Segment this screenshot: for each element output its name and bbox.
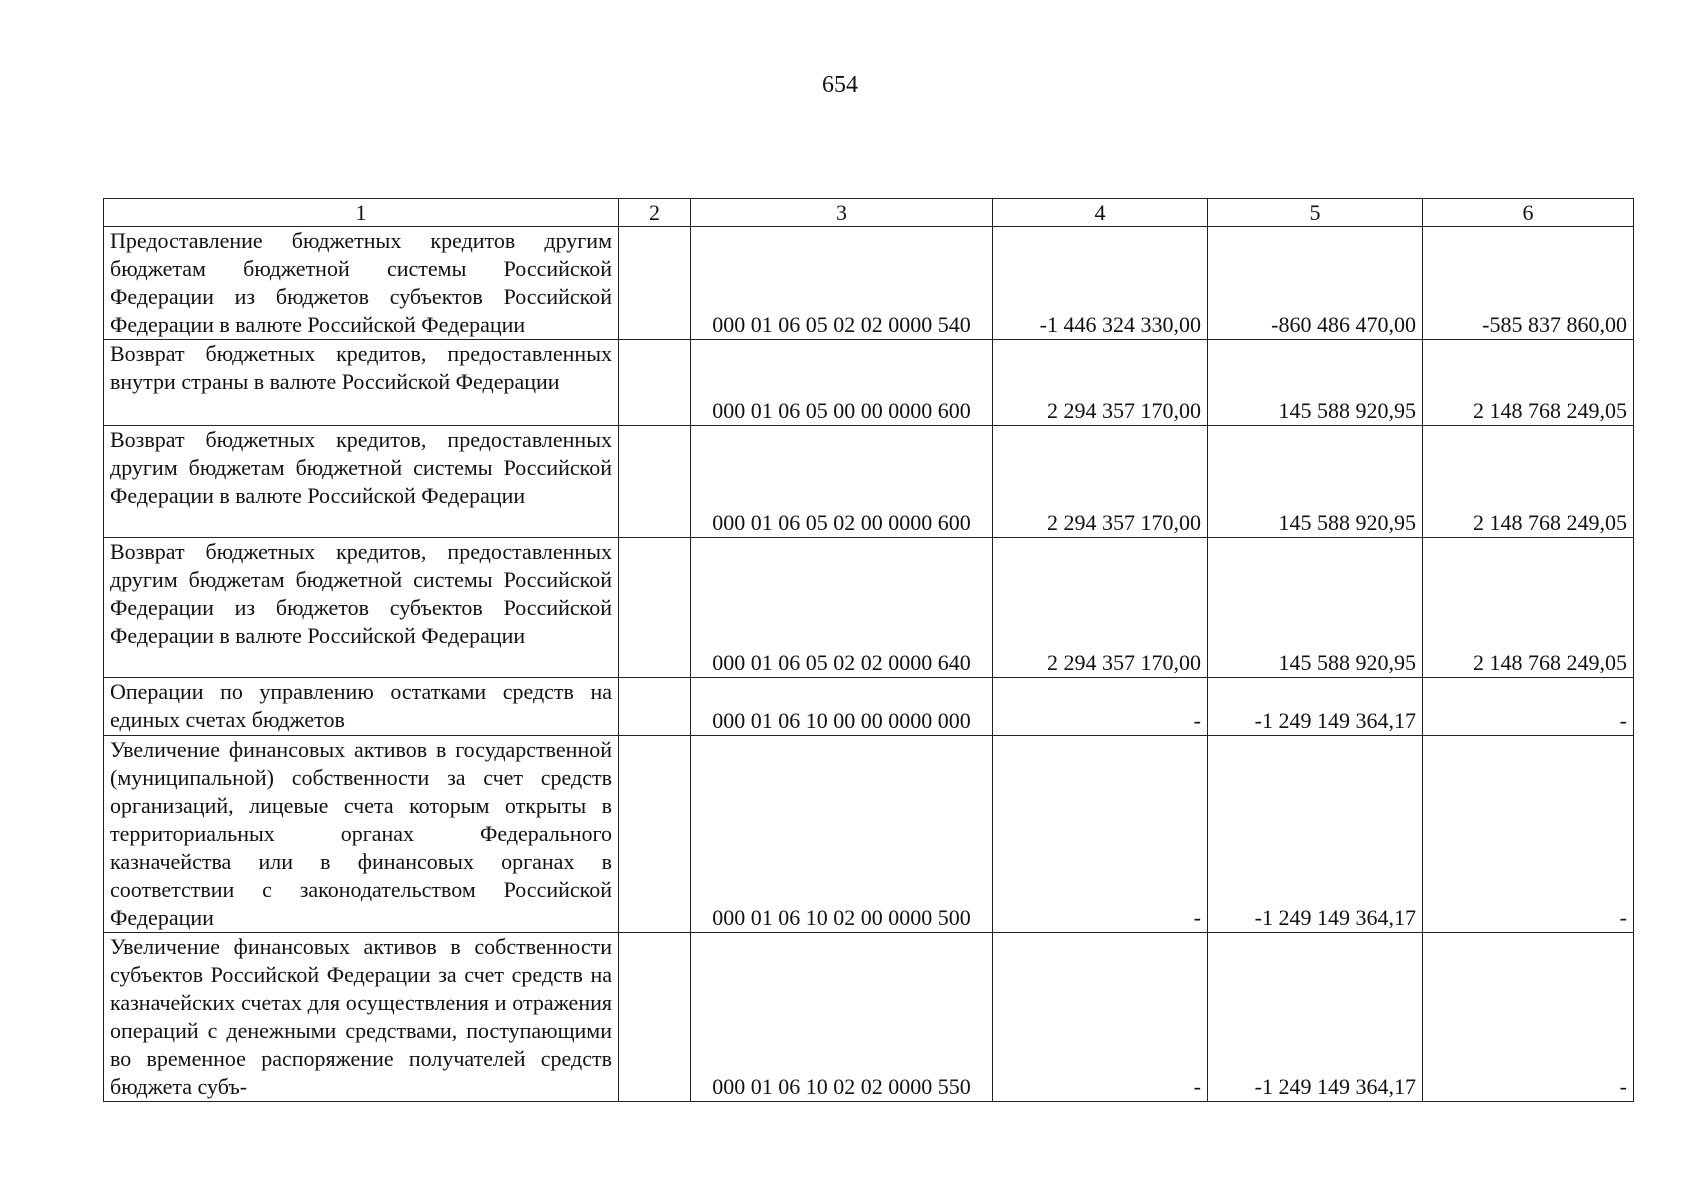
row-col2 <box>619 933 691 1102</box>
row-code: 000 01 06 05 02 02 0000 640 <box>691 538 993 678</box>
row-description: Увеличение финансовых активов в государственной (муниципальной) собственности за счет средств организаций, лицевые счета которым открыты в территориальных органах Федерального казначейства или в финансовых органах в соответствии с законодательством Российской Федерации <box>104 736 619 933</box>
budget-sources-table <box>103 198 1634 1102</box>
row-description: Возврат бюджетных кредитов, предоставленных другим бюджетам бюджетной системы Российской Федерации в валюте Российской Федерации <box>104 426 619 538</box>
row-col5-value: 145 588 920,95 <box>1208 340 1423 426</box>
header-col-3: 3 <box>691 199 993 227</box>
header-col-6: 6 <box>1423 199 1634 227</box>
page-number: 654 <box>822 72 858 98</box>
table-row <box>104 933 1634 1102</box>
row-col5-value: 145 588 920,95 <box>1208 538 1423 678</box>
table-row <box>104 538 1634 678</box>
row-col4-value: - <box>993 678 1208 736</box>
row-col4-value: 2 294 357 170,00 <box>993 426 1208 538</box>
row-col6-value: 2 148 768 249,05 <box>1423 426 1634 538</box>
row-description: Возврат бюджетных кредитов, предоставленных внутри страны в валюте Российской Федерации <box>104 340 619 426</box>
header-col-5: 5 <box>1208 199 1423 227</box>
row-code: 000 01 06 05 00 00 0000 600 <box>691 340 993 426</box>
row-col6-value: - <box>1423 736 1634 933</box>
row-col2 <box>619 736 691 933</box>
row-col6-value: - <box>1423 678 1634 736</box>
row-code: 000 01 06 10 02 00 0000 500 <box>691 736 993 933</box>
table-row <box>104 678 1634 736</box>
header-col-2: 2 <box>619 199 691 227</box>
row-col5-value: 145 588 920,95 <box>1208 426 1423 538</box>
row-col2 <box>619 227 691 340</box>
row-description: Возврат бюджетных кредитов, предоставленных другим бюджетам бюджетной системы Российской Федерации из бюджетов субъектов Российской Федерации в валюте Российской Федерации <box>104 538 619 678</box>
row-code: 000 01 06 10 00 00 0000 000 <box>691 678 993 736</box>
row-description: Увеличение финансовых активов в собственности субъектов Российской Федерации за счет средств на казначейских счетах для осуществления и отражения операций с денежными средствами, поступающими во временное распоряжение получателей средств бюджета субъ- <box>104 933 619 1102</box>
row-col2 <box>619 538 691 678</box>
row-col4-value: - <box>993 933 1208 1102</box>
row-col5-value: -860 486 470,00 <box>1208 227 1423 340</box>
header-col-4: 4 <box>993 199 1208 227</box>
row-col4-value: 2 294 357 170,00 <box>993 340 1208 426</box>
row-col2 <box>619 426 691 538</box>
table-row <box>104 340 1634 426</box>
row-code: 000 01 06 05 02 02 0000 540 <box>691 227 993 340</box>
row-col5-value: -1 249 149 364,17 <box>1208 736 1423 933</box>
row-code: 000 01 06 05 02 00 0000 600 <box>691 426 993 538</box>
table-header-row <box>104 199 1634 227</box>
row-col4-value: -1 446 324 330,00 <box>993 227 1208 340</box>
row-col4-value: 2 294 357 170,00 <box>993 538 1208 678</box>
row-description: Предоставление бюджетных кредитов другим бюджетам бюджетной системы Российской Федерации из бюджетов субъектов Российской Федерации в валюте Российской Федерации <box>104 227 619 340</box>
row-col4-value: - <box>993 736 1208 933</box>
row-description: Операции по управлению остатками средств на единых счетах бюджетов <box>104 678 619 736</box>
row-col6-value: 2 148 768 249,05 <box>1423 340 1634 426</box>
table-row <box>104 227 1634 340</box>
row-code: 000 01 06 10 02 02 0000 550 <box>691 933 993 1102</box>
row-col5-value: -1 249 149 364,17 <box>1208 933 1423 1102</box>
row-col6-value: - <box>1423 933 1634 1102</box>
table-row <box>104 736 1634 933</box>
table-row <box>104 426 1634 538</box>
row-col2 <box>619 340 691 426</box>
row-col2 <box>619 678 691 736</box>
header-col-1: 1 <box>104 199 619 227</box>
row-col6-value: -585 837 860,00 <box>1423 227 1634 340</box>
row-col6-value: 2 148 768 249,05 <box>1423 538 1634 678</box>
row-col5-value: -1 249 149 364,17 <box>1208 678 1423 736</box>
